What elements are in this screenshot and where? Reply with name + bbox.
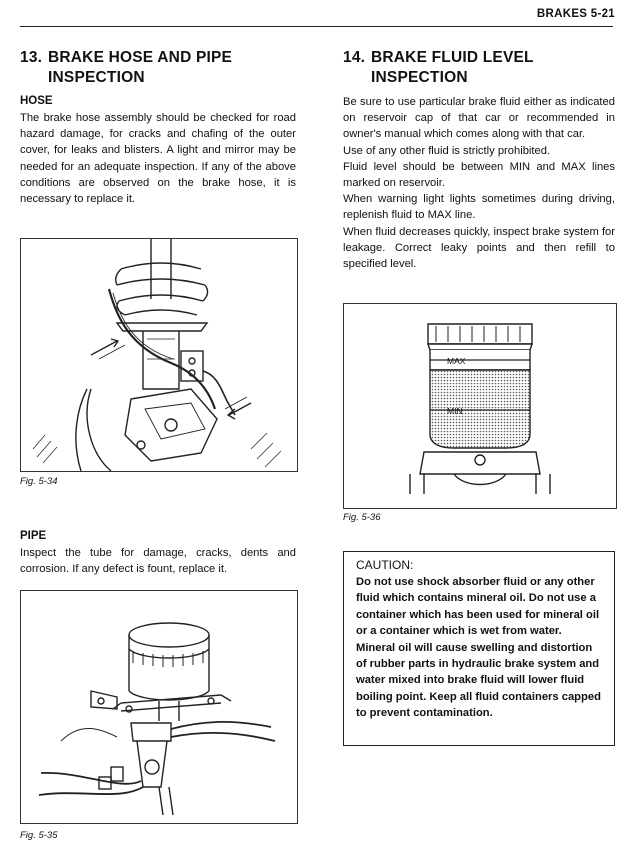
fluid-para-3: Fluid level should be between MIN and MAX lines marked on reservoir. <box>343 160 615 190</box>
page-header: BRAKES 5-21 <box>536 8 615 20</box>
section-13-title-line2: INSPECTION <box>48 69 145 86</box>
master-cylinder-pipe-illustration <box>21 591 297 823</box>
caution-text: Do not use shock absorber fluid or any other fluid which contains mineral oil. Do not use a container which has been used for mineral oil or a container which is wet from water. Mineral oil will cause swelling and distortion of rubber parts in hydraulic brake system and water mixed into brake fluid will lower fluid boiling point. Keep all fluid containers capped to prevent contamination. <box>356 576 601 720</box>
pipe-heading: PIPE <box>20 530 47 542</box>
reservoir-level-illustration <box>344 304 616 508</box>
section-14-title-line2: INSPECTION <box>371 69 468 86</box>
hose-heading: HOSE <box>20 95 53 107</box>
section-13-title <box>20 48 232 88</box>
min-label: MIN <box>447 406 463 416</box>
figure-5-34 <box>20 238 298 472</box>
hose-paragraph <box>20 110 296 207</box>
figure-5-35 <box>20 590 298 824</box>
header-rule <box>20 26 613 27</box>
max-label: MAX <box>447 356 466 366</box>
fluid-para-2: Use of any other fluid is strictly prohibited. <box>343 144 551 157</box>
pipe-paragraph <box>20 545 296 577</box>
section-14-number: 14. <box>343 49 366 66</box>
figure-5-36 <box>343 303 617 509</box>
section-14-title <box>343 48 534 88</box>
fluid-para-1: Be sure to use particular brake fluid either as indicated on reservoir cap of that car or recommended in owner's manual which comes along with that car. <box>343 96 615 141</box>
section-14-body <box>343 94 615 272</box>
figure-5-36-caption: Fig. 5-36 <box>343 512 381 523</box>
hose-text: The brake hose assembly should be checked for road hazard damage, for cracks and chafing of the outer cover, for leaks and blisters. A light and mirror may be needed for an adequate inspection. If any of the above conditions are observed on the brake hose, it is necessary to replace it. <box>20 112 296 206</box>
section-13-title-line1: BRAKE HOSE AND PIPE <box>48 49 233 66</box>
fluid-para-5: When fluid decreases quickly, inspect brake system for leakage. Correct leaky points and then refill to specified level. <box>343 225 615 271</box>
section-13-number: 13. <box>20 49 43 66</box>
section-14-title-line1: BRAKE FLUID LEVEL <box>371 49 534 66</box>
fluid-para-4: When warning light lights sometimes during driving, replenish fluid to MAX line. <box>343 193 615 222</box>
pipe-text: Inspect the tube for damage, cracks, dents and corrosion. If any defect is fount, replace it. <box>20 547 296 576</box>
brake-hose-illustration <box>21 239 297 471</box>
caution-title: CAUTION: <box>356 558 414 572</box>
figure-5-35-caption: Fig. 5-35 <box>20 830 58 841</box>
caution-box <box>343 551 615 746</box>
figure-5-34-caption: Fig. 5-34 <box>20 476 58 487</box>
